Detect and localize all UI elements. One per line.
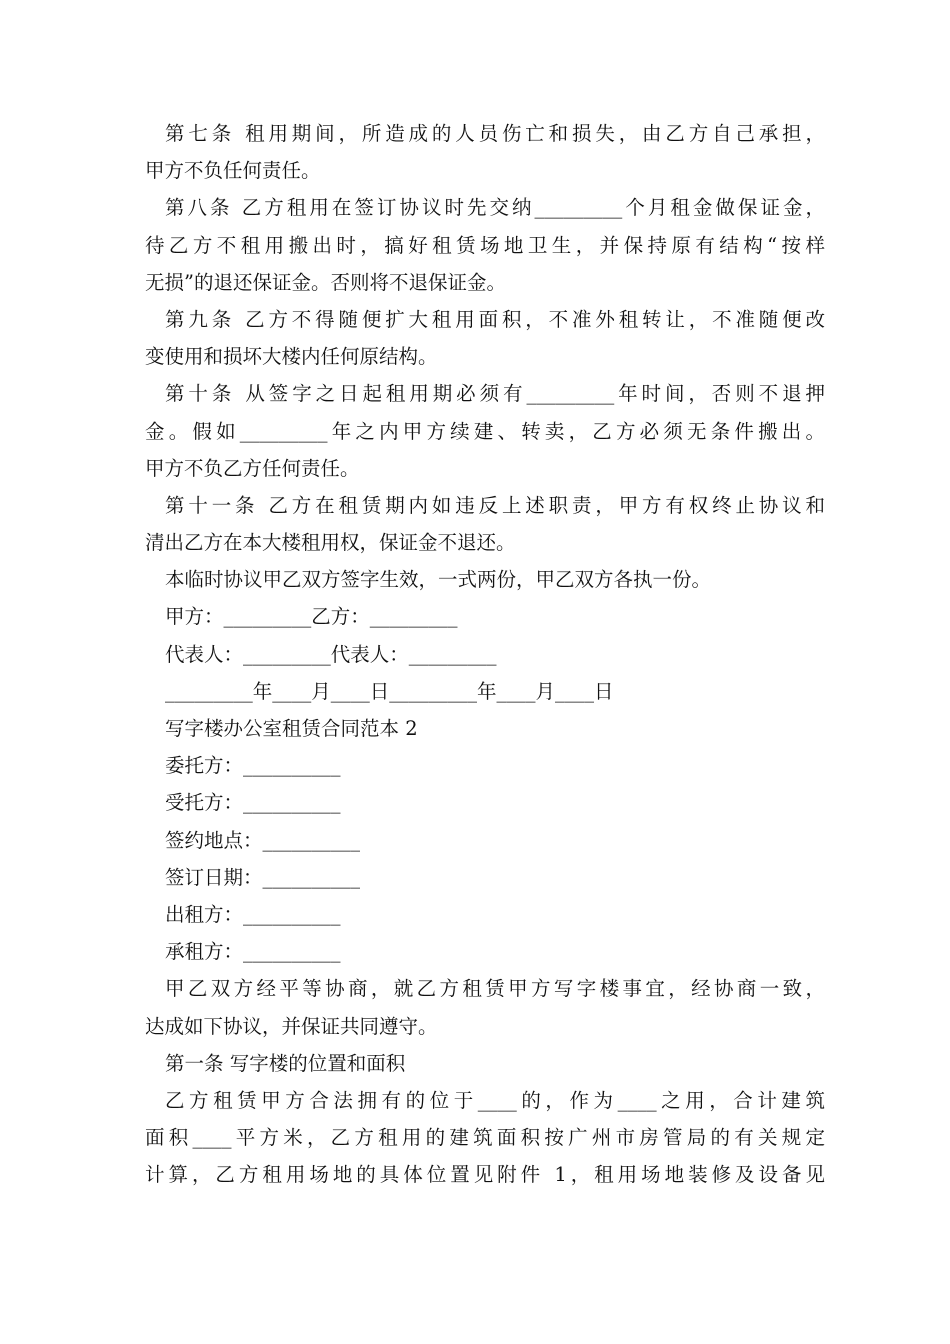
article-1-line-1: 乙方租赁甲方合法拥有的位于____的，作为____之用，合计建筑 bbox=[165, 1088, 825, 1112]
field-client: 委托方：__________ bbox=[165, 754, 341, 778]
date-signature-line: _________年____月____日_________年____月____日 bbox=[165, 679, 614, 703]
section-title: 写字楼办公室租赁合同范本 2 bbox=[165, 717, 418, 740]
field-lessor: 出租方：__________ bbox=[165, 902, 341, 926]
article-9-line-1: 第九条 乙方不得随便扩大租用面积，不准外租转让，不准随便改 bbox=[165, 307, 825, 331]
article-1-line-2: 面积____平方米，乙方租用的建筑面积按广州市房管局的有关规定 bbox=[145, 1126, 825, 1150]
party-signature-line: 甲方：_________乙方：_________ bbox=[165, 605, 458, 629]
article-11-line-2: 清出乙方在本大楼租用权，保证金不退还。 bbox=[145, 531, 516, 555]
contract-body bbox=[145, 115, 825, 1193]
article-10-line-2: 金。假如_________年之内甲方续建、转卖，乙方必须无条件搬出。 bbox=[145, 419, 825, 443]
preamble-line-2: 达成如下协议，并保证共同遵守。 bbox=[145, 1014, 438, 1038]
representative-signature-line: 代表人：_________代表人：_________ bbox=[165, 642, 497, 666]
preamble-line-1: 甲乙双方经平等协商，就乙方租赁甲方写字楼事宜，经协商一致， bbox=[165, 977, 825, 1001]
effect-clause: 本临时协议甲乙双方签字生效，一式两份，甲乙双方各执一份。 bbox=[165, 568, 712, 592]
article-7-line-2: 甲方不负任何责任。 bbox=[145, 159, 321, 183]
article-10-line-3: 甲方不负乙方任何责任。 bbox=[145, 456, 360, 480]
field-trustee: 受托方：__________ bbox=[165, 791, 341, 815]
article-8-line-3: 无损”的退还保证金。否则将不退保证金。 bbox=[145, 270, 506, 294]
article-1-line-3: 计算，乙方租用场地的具体位置见附件 1，租用场地装修及设备见 bbox=[145, 1163, 825, 1187]
article-8-line-2: 待乙方不租用搬出时，搞好租赁场地卫生，并保持原有结构“按样 bbox=[145, 233, 825, 257]
field-signing-date: 签订日期：__________ bbox=[165, 865, 361, 889]
article-11-line-1: 第十一条 乙方在租赁期内如违反上述职责，甲方有权终止协议和 bbox=[165, 493, 825, 517]
article-7-line-1: 第七条 租用期间，所造成的人员伤亡和损失，由乙方自己承担， bbox=[165, 122, 825, 145]
field-lessee: 承租方：__________ bbox=[165, 940, 341, 964]
article-9-line-2: 变使用和损坏大楼内任何原结构。 bbox=[145, 345, 438, 369]
article-10-line-1: 第十条 从签字之日起租用期必须有_________年时间，否则不退押 bbox=[165, 382, 825, 406]
field-signing-place: 签约地点：__________ bbox=[165, 828, 361, 852]
article-1-heading: 第一条 写字楼的位置和面积 bbox=[165, 1051, 406, 1075]
article-8-line-1: 第八条 乙方租用在签订协议时先交纳_________个月租金做保证金， bbox=[165, 196, 825, 220]
